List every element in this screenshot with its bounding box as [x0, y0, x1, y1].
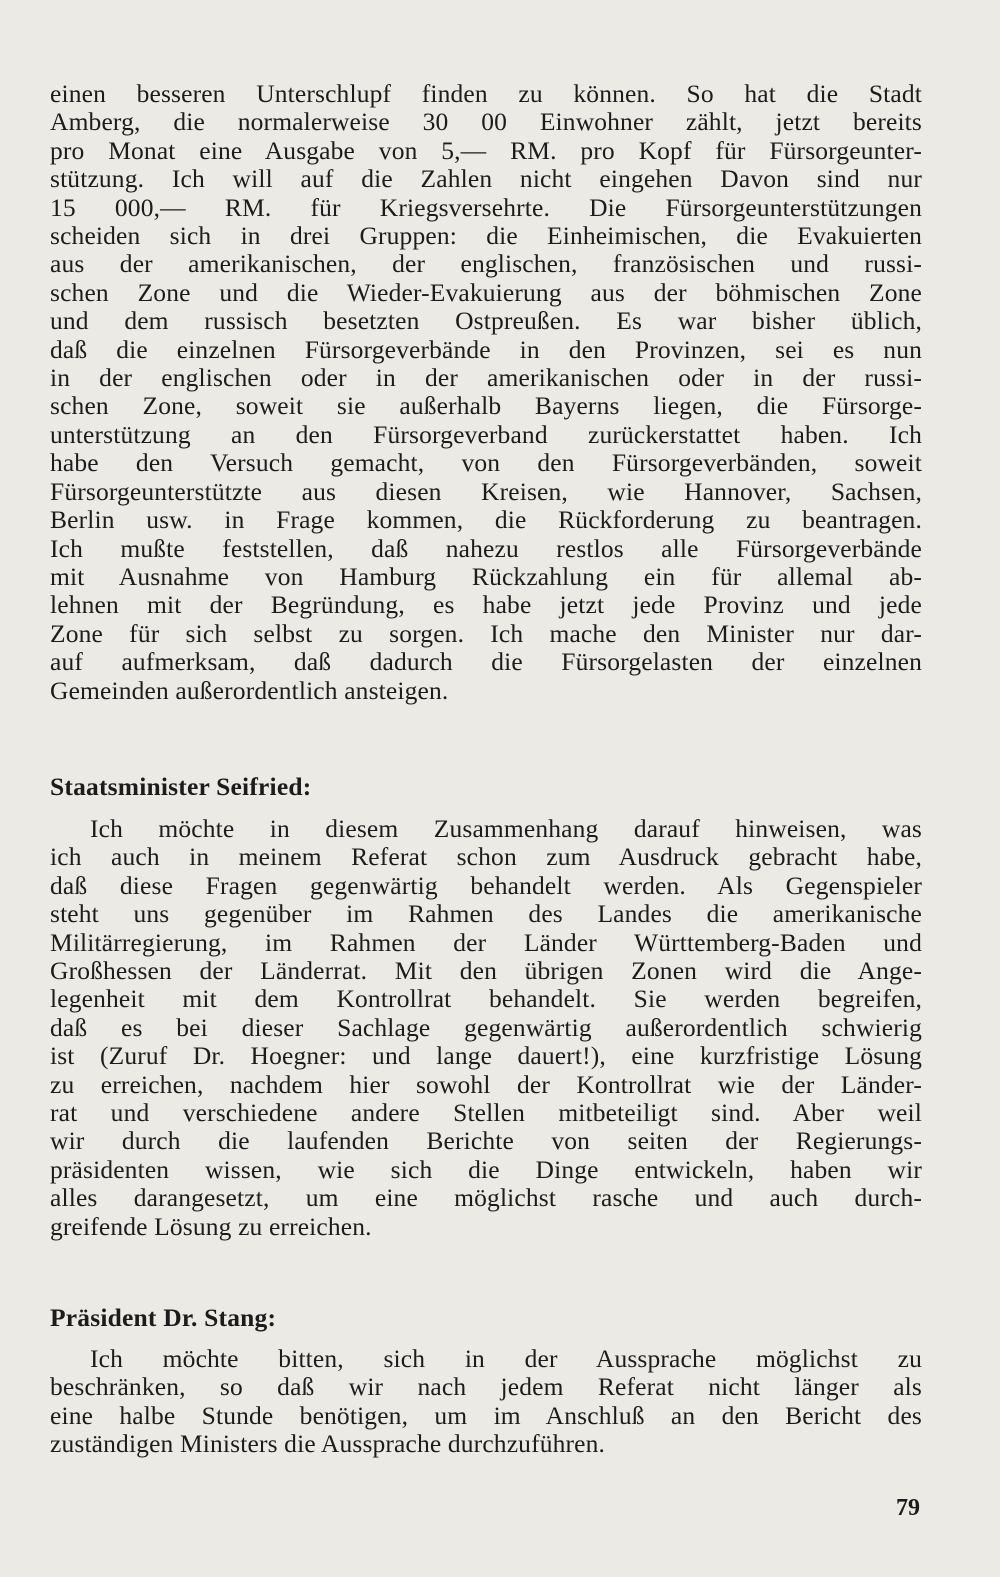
text-line: alles darangesetzt, um eine möglichst rasche und auch durch- [50, 1183, 922, 1213]
text-line: Ich mußte feststellen, daß nahezu restlos alle Fürsorgeverbände [50, 533, 922, 563]
text-line: eine halbe Stunde benötigen, um im Anschluß an den Bericht des [50, 1400, 922, 1430]
text-line: präsidenten wissen, wie sich die Dinge entwickeln, haben wir [50, 1154, 922, 1184]
text-line: Ich möchte bitten, sich in der Aussprache möglichst zu [90, 1344, 922, 1373]
text-line: stützung. Ich will auf die Zahlen nicht eingehen Davon sind nur [50, 164, 922, 194]
paragraph-1 [50, 80, 922, 705]
text-line: einen besseren Unterschlupf finden zu können. So hat die Stadt [50, 79, 922, 108]
text-line: unterstützung an den Fürsorgeverband zurückerstattet haben. Ich [50, 419, 922, 449]
text-line: schen Zone und die Wieder-Evakuierung aus der böhmischen Zone [50, 277, 922, 307]
text-line: in der englischen oder in der amerikanischen oder in der russi- [50, 363, 922, 393]
text-line: zuständigen Ministers die Aussprache durchzuführen. [50, 1429, 606, 1459]
text-line: ist (Zuruf Dr. Hoegner: und lange dauert!), eine kurzfristige Lösung [50, 1041, 922, 1071]
text-line: Gemeinden außerordentlich ansteigen. [50, 675, 449, 705]
text-line: Ich möchte in diesem Zusammenhang darauf hinweisen, was [90, 814, 922, 843]
text-line: lehnen mit der Begründung, es habe jetzt jede Provinz und jede [50, 590, 922, 620]
text-line: wir durch die laufenden Berichte von seiten der Regierungs- [50, 1126, 922, 1156]
text-line: Fürsorgeunterstützte aus diesen Kreisen, wie Hannover, Sachsen, [50, 476, 922, 506]
text-line: Großhessen der Länderrat. Mit den übrigen Zonen wird die Ange- [50, 956, 922, 986]
text-line: rat und verschiedene andere Stellen mitbeteiligt sind. Aber weil [50, 1098, 922, 1128]
text-line: steht uns gegenüber im Rahmen des Landes die amerikanische [50, 899, 922, 929]
text-line: daß diese Fragen gegenwärtig behandelt werden. Als Gegenspieler [50, 870, 922, 900]
text-line: greifende Lösung zu erreichen. [50, 1211, 372, 1241]
paragraph-2 [50, 815, 922, 1241]
text-line: Zone für sich selbst zu sorgen. Ich mache den Minister nur dar- [50, 618, 922, 648]
paragraph-3 [50, 1345, 922, 1459]
text-line: Amberg, die normalerweise 30 00 Einwohner zählt, jetzt bereits [50, 107, 922, 137]
text-line: scheiden sich in drei Gruppen: die Einheimischen, die Evakuierten [50, 221, 922, 251]
text-line: habe den Versuch gemacht, von den Fürsorgeverbänden, soweit [50, 448, 922, 478]
text-line: ich auch in meinem Referat schon zum Ausdruck gebracht habe, [50, 842, 922, 872]
text-line: schen Zone, soweit sie außerhalb Bayerns liegen, die Fürsorge- [50, 391, 922, 421]
text-line: pro Monat eine Ausgabe von 5,— RM. pro Kopf für Fürsorgeunter- [50, 135, 922, 165]
text-line: daß es bei dieser Sachlage gegenwärtig außerordentlich schwierig [50, 1012, 922, 1042]
speaker-heading-seifried: Staatsminister Seifried: [50, 772, 312, 801]
text-line: Militärregierung, im Rahmen der Länder Württemberg-Baden und [50, 927, 922, 957]
text-line: aus der amerikanischen, der englischen, französischen und russi- [50, 249, 922, 279]
text-line: und dem russisch besetzten Ostpreußen. Es war bisher üblich, [50, 306, 922, 336]
text-line: beschränken, so daß wir nach jedem Referat nicht länger als [50, 1372, 922, 1402]
text-line: daß die einzelnen Fürsorgeverbände in den Provinzen, sei es nun [50, 334, 922, 364]
text-line: zu erreichen, nachdem hier sowohl der Kontrollrat wie der Länder- [50, 1069, 922, 1099]
text-line: legenheit mit dem Kontrollrat behandelt. Sie werden begreifen, [50, 984, 922, 1014]
text-line: 15 000,— RM. für Kriegsversehrte. Die Fürsorgeunterstützungen [50, 192, 922, 222]
text-line: mit Ausnahme von Hamburg Rückzahlung ein für allemal ab- [50, 561, 922, 591]
speaker-heading-stang: Präsident Dr. Stang: [50, 1303, 277, 1332]
page-number: 79 [896, 1495, 920, 1521]
text-line: auf aufmerksam, daß dadurch die Fürsorgelasten der einzelnen [50, 647, 922, 677]
text-line: Berlin usw. in Frage kommen, die Rückforderung zu beantragen. [50, 505, 922, 535]
